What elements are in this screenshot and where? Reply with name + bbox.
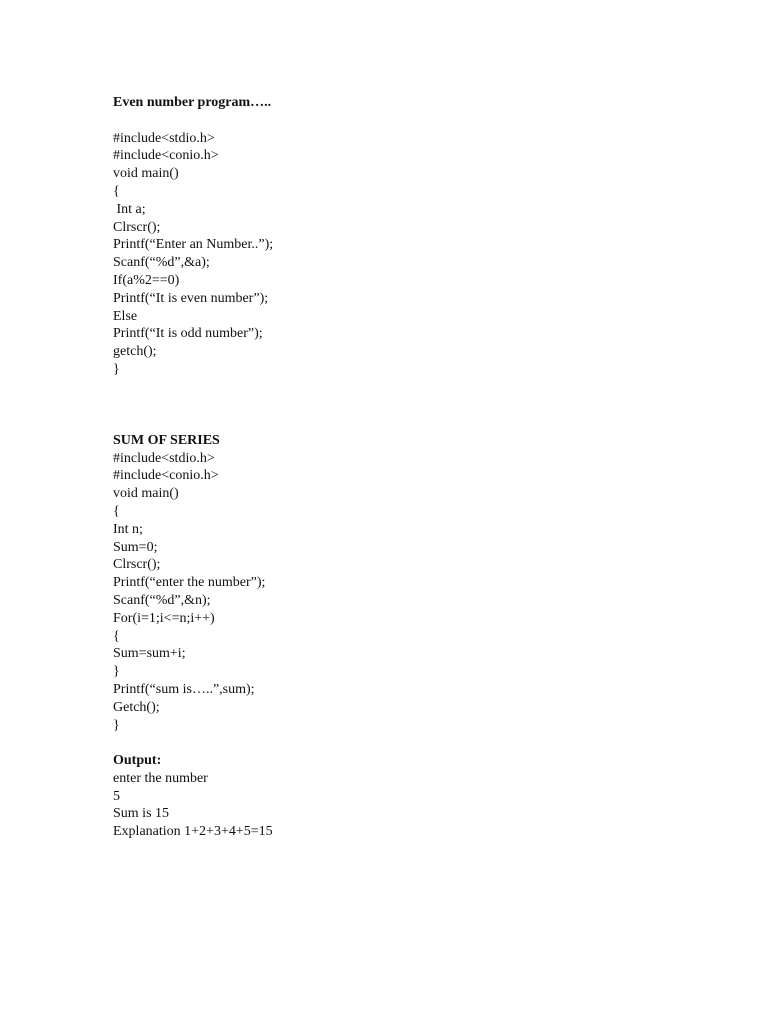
blank-line [113, 112, 673, 130]
code-line: getch(); [113, 344, 157, 360]
code-line: { [113, 503, 120, 519]
code-line: #include<stdio.h> [113, 130, 215, 146]
section-heading: Output: [113, 753, 162, 769]
code-line: If(a%2==0) [113, 272, 180, 288]
code-line: Getch(); [113, 699, 160, 715]
code-line: #include<conio.h> [113, 148, 219, 164]
output-line: Explanation 1+2+3+4+5=15 [113, 824, 273, 840]
code-line: Int n; [113, 521, 143, 537]
code-line: Clrscr(); [113, 219, 161, 235]
code-line: Scanf(“%d”,&a); [113, 255, 210, 271]
output-line: 5 [113, 788, 120, 804]
code-line: Printf(“sum is…..”,sum); [113, 681, 255, 697]
code-line: Printf(“enter the number”); [113, 575, 266, 591]
code-line: void main() [113, 166, 179, 182]
code-line: Int a; [113, 201, 146, 217]
code-line: void main() [113, 486, 179, 502]
code-line: Printf(“It is even number”); [113, 290, 269, 306]
code-line: Scanf(“%d”,&n); [113, 592, 211, 608]
code-line: } [113, 361, 120, 377]
section-spacer [113, 734, 673, 752]
code-line: Else [113, 308, 138, 324]
code-line: Printf(“It is odd number”); [113, 326, 263, 342]
section-output [113, 752, 673, 841]
section-even-number-program [113, 94, 673, 379]
code-line: Printf(“Enter an Number..”); [113, 237, 274, 253]
section-sum-of-series [113, 432, 673, 735]
code-line: Sum=sum+i; [113, 646, 186, 662]
code-line: } [113, 664, 120, 680]
section-spacer [113, 379, 673, 432]
section-heading: SUM OF SERIES [113, 432, 220, 448]
code-line: { [113, 628, 120, 644]
document-content [113, 94, 673, 841]
output-line: Sum is 15 [113, 806, 170, 822]
code-line: } [113, 717, 120, 733]
code-line: #include<stdio.h> [113, 450, 215, 466]
output-line: enter the number [113, 770, 208, 786]
code-line: Clrscr(); [113, 557, 161, 573]
code-line: Sum=0; [113, 539, 158, 555]
section-heading: Even number program….. [113, 95, 272, 110]
code-line: #include<conio.h> [113, 468, 219, 484]
code-line: For(i=1;i<=n;i++) [113, 610, 215, 626]
code-line: { [113, 183, 120, 199]
